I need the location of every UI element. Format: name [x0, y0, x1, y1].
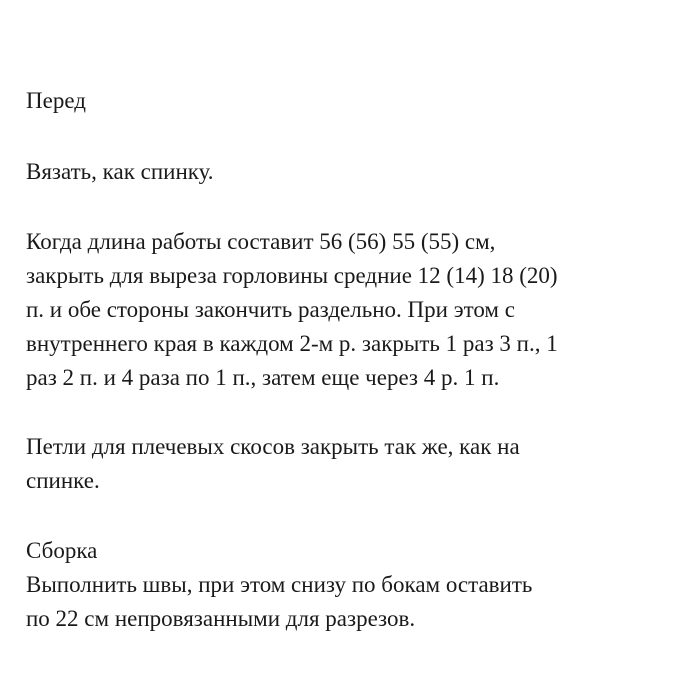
neckline-text-line-2: закрыть для выреза горловины средние 12 (14) 18 (20)	[26, 263, 558, 288]
neckline-text-line-4: внутреннего края в каждом 2-м р. закрыть 1 раз 3 п., 1	[26, 331, 558, 356]
front-intro-text: Вязать, как спинку.	[26, 159, 214, 184]
assembly-text-line-1: Выполнить швы, при этом снизу по бокам оставить	[26, 572, 533, 597]
section-title-front: Перед	[26, 88, 86, 113]
neckline-text-line-1: Когда длина работы составит 56 (56) 55 (55) см,	[26, 229, 496, 254]
shoulder-text-line-1: Петли для плечевых скосов закрыть так же, как на	[26, 434, 520, 459]
section-title-assembly: Сборка	[26, 538, 98, 563]
neckline-text-line-3: п. и обе стороны закончить раздельно. При этом с	[26, 297, 515, 322]
shoulder-text-line-2: спинке.	[26, 468, 100, 493]
assembly-text-line-2: по 22 см непровязанными для разрезов.	[26, 606, 416, 631]
neckline-text-line-5: раз 2 п. и 4 раза по 1 п., затем еще через 4 р. 1 п.	[26, 365, 500, 390]
